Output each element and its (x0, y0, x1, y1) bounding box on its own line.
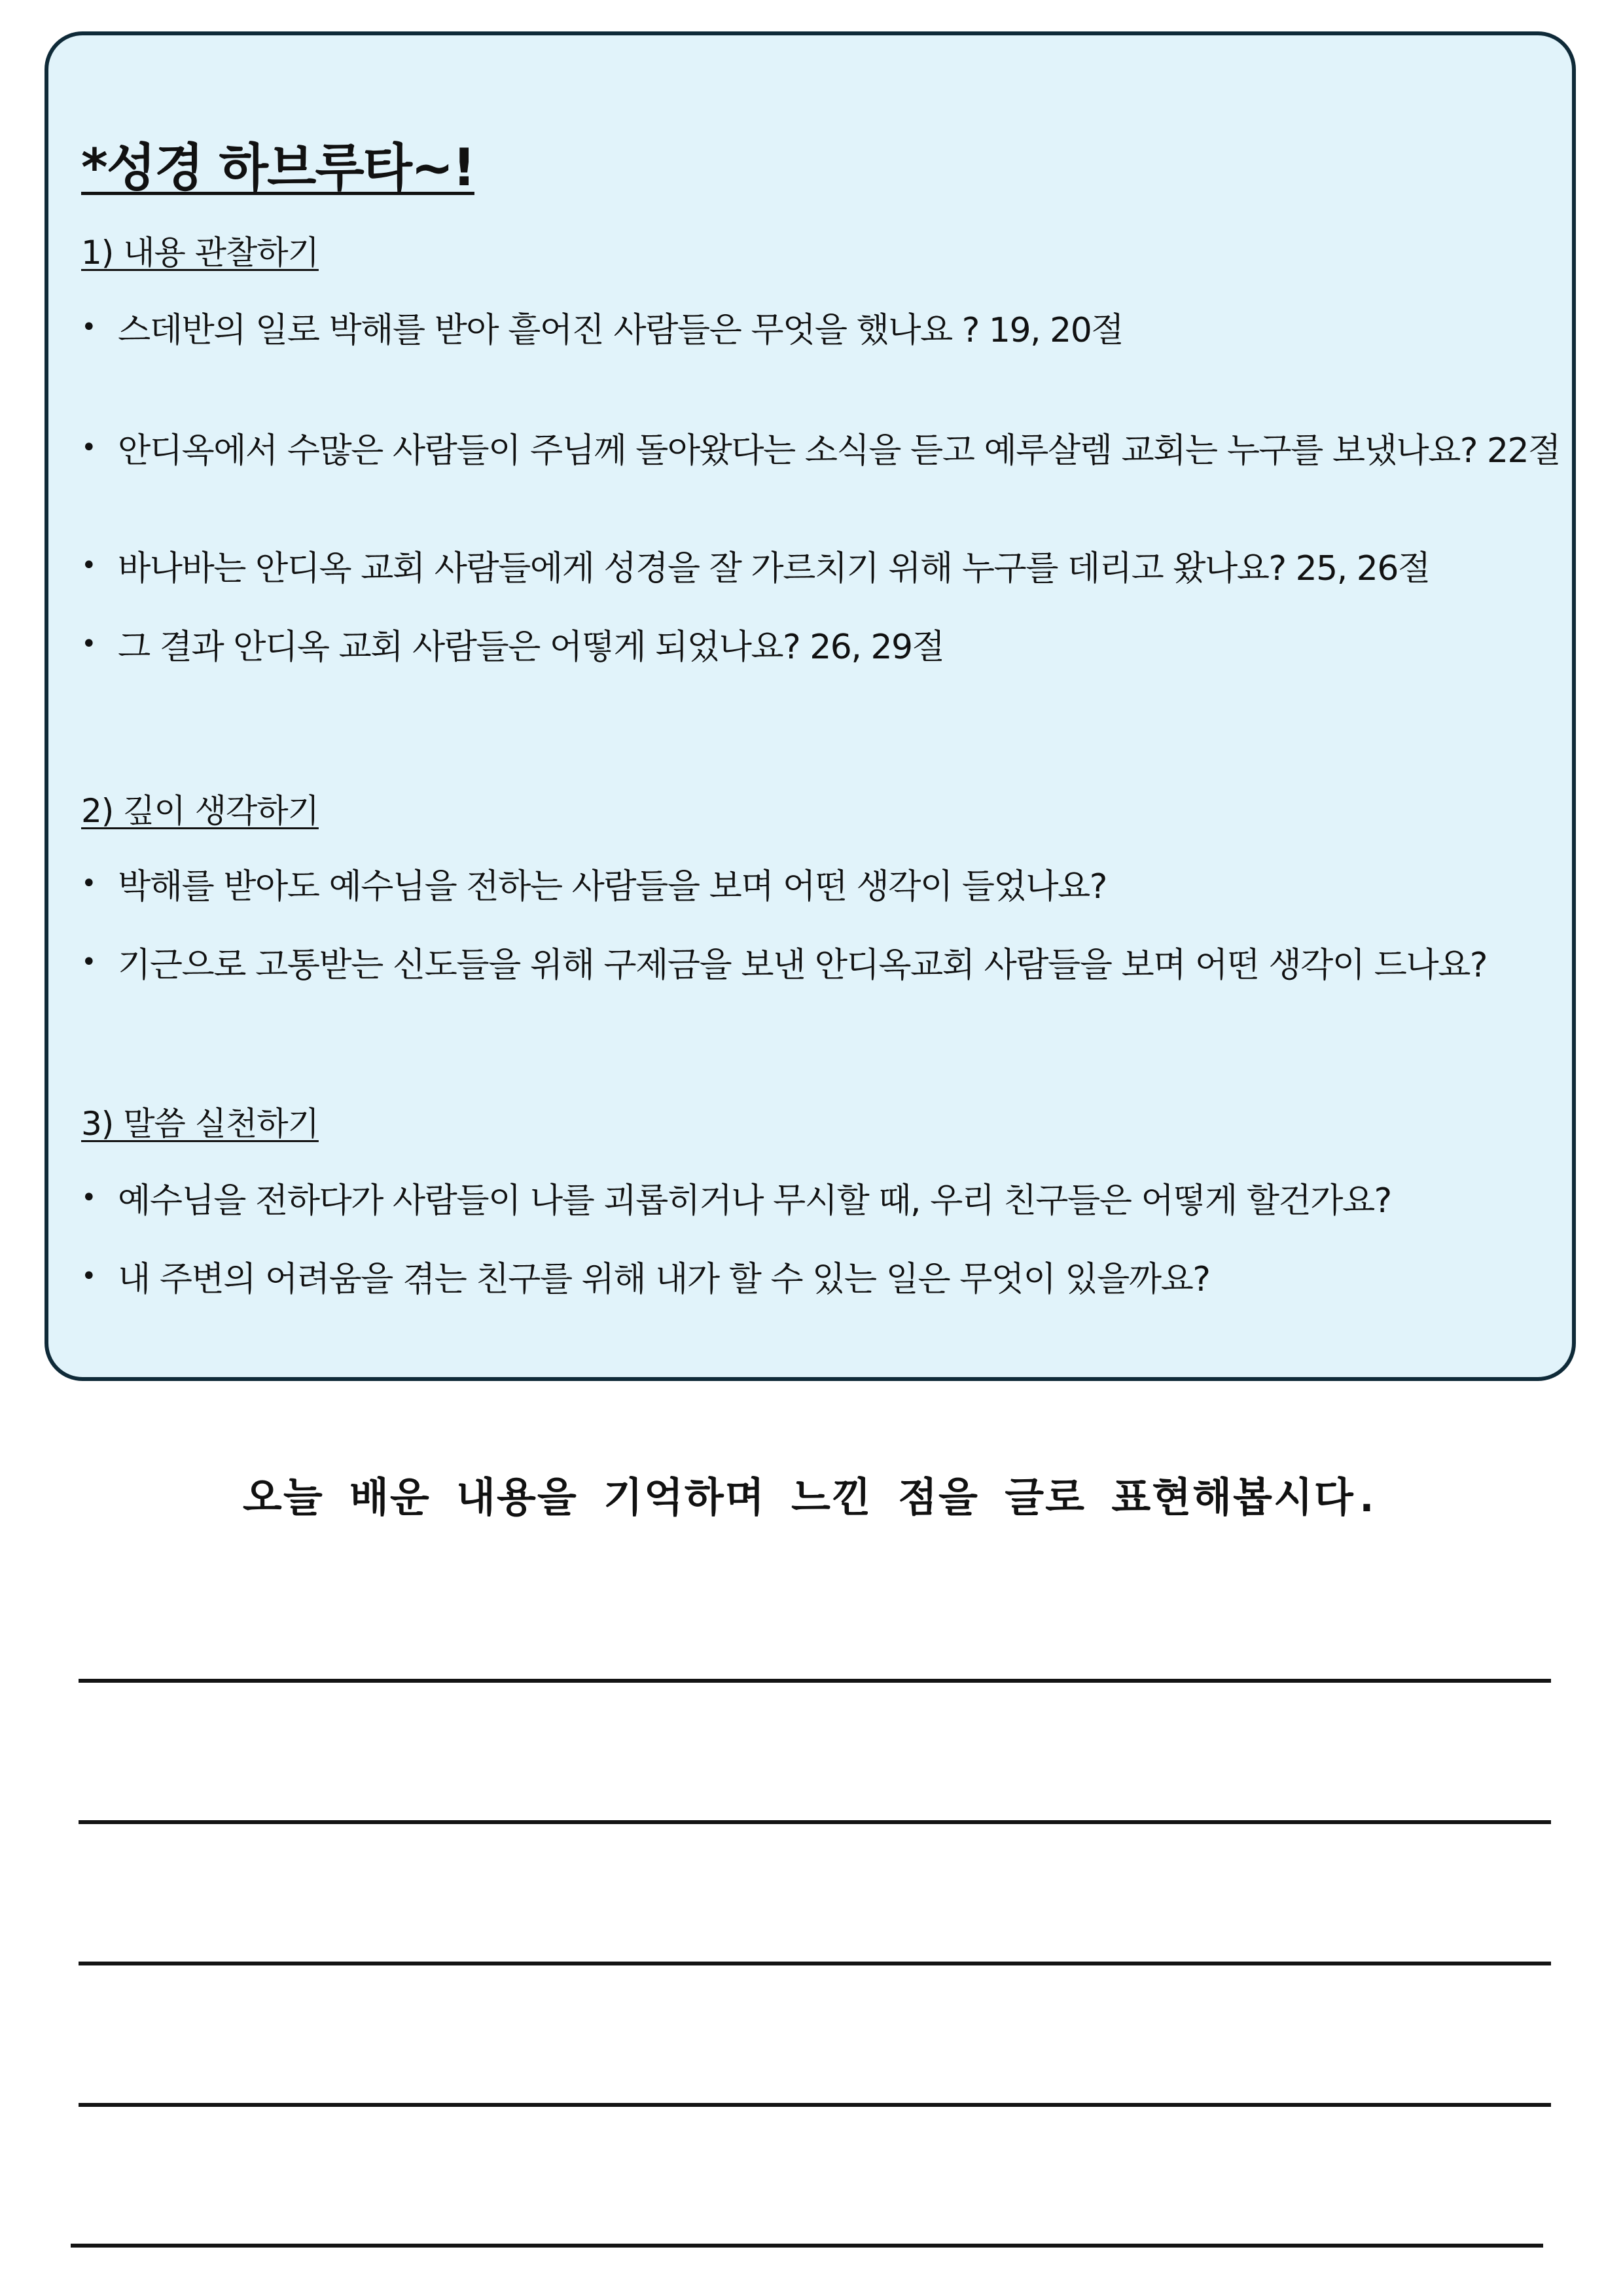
question-item (81, 1173, 1391, 1222)
answer-line[interactable] (79, 1820, 1551, 1824)
bullet-icon: • (81, 312, 96, 342)
bullet-icon: • (81, 946, 96, 977)
question-item (81, 302, 1123, 351)
answer-line[interactable] (79, 2103, 1551, 2107)
question-item (81, 423, 1560, 472)
answer-line[interactable] (71, 2244, 1543, 2248)
question-text: 스데반의 일로 박해를 받아 흩어진 사람들은 무엇을 했나요 ? 19, 20절 (118, 311, 1124, 350)
panel-title: *성경 하브루타~! (81, 139, 474, 198)
question-text: 기근으로 고통받는 신도들을 위해 구제금을 보낸 안디옥교회 사람들을 보며 어떤 생각이 드나요? (118, 946, 1487, 985)
bullet-icon: • (81, 1261, 96, 1291)
question-text: 내 주변의 어려움을 겪는 친구를 위해 내가 할 수 있는 일은 무엇이 있을까요? (118, 1260, 1210, 1299)
bible-havruta-panel (45, 31, 1576, 1381)
question-text: 박해를 받아도 예수님을 전하는 사람들을 보며 어떤 생각이 들었나요? (118, 867, 1107, 906)
question-item (81, 541, 1430, 590)
bullet-icon: • (81, 868, 96, 899)
question-item (81, 859, 1107, 908)
bullet-icon: • (81, 550, 96, 581)
reflection-prompt: 오늘 배운 내용을 기억하며 느낀 점을 글로 표현해봅시다. (242, 1473, 1381, 1521)
bullet-icon: • (81, 628, 96, 659)
question-text: 안디옥에서 수많은 사람들이 주님께 돌아왔다는 소식을 듣고 예루살렘 교회는 누구를 보냈나요? 22절 (118, 431, 1560, 471)
question-item (81, 619, 944, 668)
section-heading-observe: 1) 내용 관찰하기 (81, 234, 319, 272)
section-heading-reflect: 2) 깊이 생각하기 (81, 792, 319, 830)
question-text: 그 결과 안디옥 교회 사람들은 어떻게 되었나요? 26, 29절 (118, 628, 944, 667)
bullet-icon: • (81, 1182, 96, 1213)
question-item (81, 937, 1487, 986)
answer-line[interactable] (79, 1962, 1551, 1965)
question-text: 예수님을 전하다가 사람들이 나를 괴롭히거나 무시할 때, 우리 친구들은 어떻게 할건가요? (118, 1181, 1391, 1221)
question-text: 바나바는 안디옥 교회 사람들에게 성경을 잘 가르치기 위해 누구를 데리고 왔나요? 25, 26절 (118, 549, 1430, 588)
question-item (81, 1251, 1209, 1300)
section-heading-practice: 3) 말씀 실천하기 (81, 1105, 319, 1143)
bullet-icon: • (81, 432, 96, 463)
answer-line[interactable] (79, 1679, 1551, 1683)
